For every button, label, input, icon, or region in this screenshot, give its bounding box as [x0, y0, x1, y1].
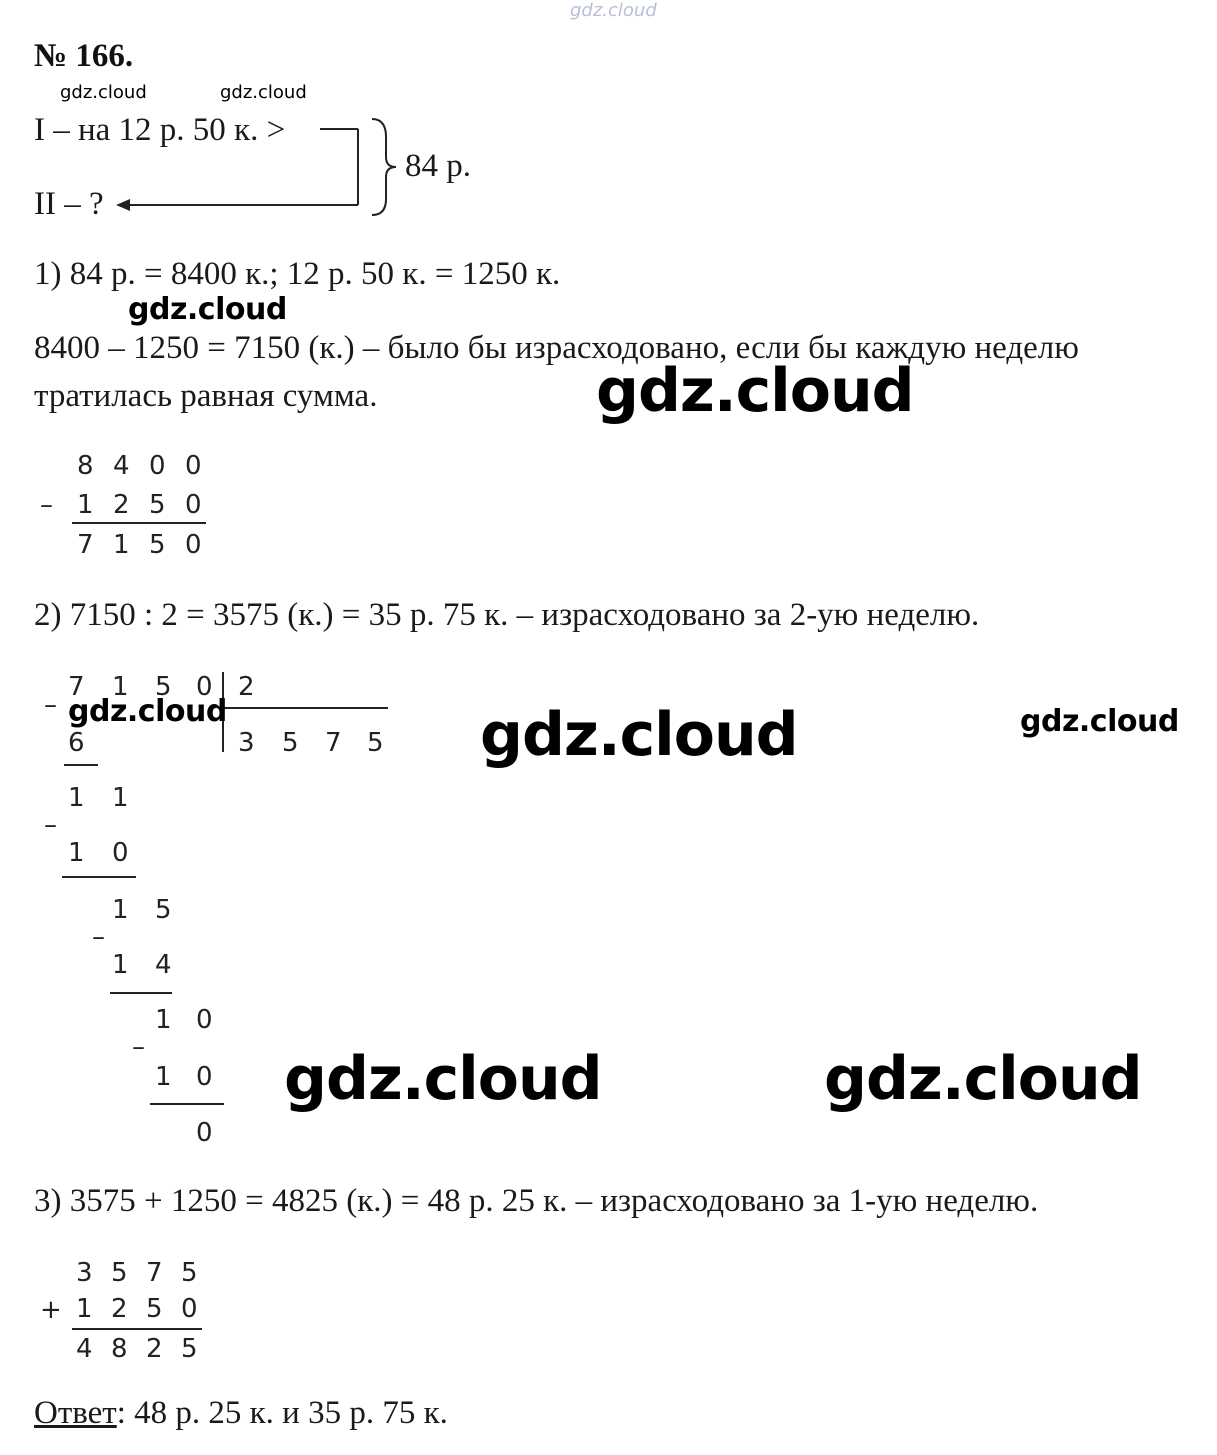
digit: 0	[112, 838, 129, 868]
watermark-small: gdz.cloud	[220, 82, 307, 103]
plus-sign: +	[40, 1295, 62, 1325]
step-line	[62, 876, 136, 878]
digit: 0	[185, 490, 202, 520]
quotient-digit: 5	[282, 728, 299, 758]
digit: 4	[113, 451, 130, 481]
result-line	[72, 1328, 202, 1330]
watermark-medium: gdz.cloud	[68, 694, 227, 729]
digit: 8	[77, 451, 94, 481]
minus-sign: –	[40, 490, 53, 520]
digit: 1	[68, 838, 85, 868]
digit: 7	[68, 672, 85, 702]
digit: 7	[146, 1258, 163, 1288]
digit: 6	[68, 728, 85, 758]
quotient-digit: 7	[325, 728, 342, 758]
scheme-total: 84 р.	[405, 148, 471, 184]
step-line	[110, 992, 172, 994]
arrow-head-icon	[116, 199, 130, 211]
digit: 7	[77, 530, 94, 560]
digit: 1	[76, 1294, 93, 1324]
digit: 2	[146, 1334, 163, 1364]
digit: 0	[196, 1118, 213, 1148]
scheme-row-1: I – на 12 р. 50 к. >	[34, 112, 286, 148]
answer-text: : 48 р. 25 к. и 35 р. 75 к.	[116, 1395, 448, 1431]
watermark-large: gdz.cloud	[284, 1044, 602, 1114]
digit: 8	[111, 1334, 128, 1364]
digit: 1	[112, 895, 129, 925]
scheme-row-2: II – ?	[34, 186, 104, 222]
digit: 5	[181, 1258, 198, 1288]
step-2-line: 2) 7150 : 2 = 3575 (к.) = 35 р. 75 к. – израсходовано за 2-ую неделю.	[34, 597, 980, 633]
watermark-top: gdz.cloud	[570, 0, 657, 21]
division-bar-horizontal	[222, 707, 388, 709]
digit: 5	[181, 1334, 198, 1364]
digit: 1	[112, 672, 129, 702]
watermark-large: gdz.cloud	[824, 1044, 1142, 1114]
curly-brace-icon	[372, 119, 396, 215]
digit: 1	[113, 530, 130, 560]
digit: 0	[196, 1005, 213, 1035]
digit: 3	[76, 1258, 93, 1288]
step-1-line-1: 1) 84 р. = 8400 к.; 12 р. 50 к. = 1250 к.	[34, 256, 561, 292]
digit: 0	[181, 1294, 198, 1324]
quotient-digit: 3	[238, 728, 255, 758]
digit: 5	[146, 1294, 163, 1324]
minus-sign: –	[44, 690, 57, 720]
digit: 0	[185, 530, 202, 560]
watermark-medium: gdz.cloud	[128, 292, 287, 327]
digit: 0	[196, 1062, 213, 1092]
digit: 1	[68, 783, 85, 813]
digit: 1	[77, 490, 94, 520]
digit: 0	[196, 672, 213, 702]
minus-sign: –	[44, 810, 57, 840]
watermark-large: gdz.cloud	[596, 356, 914, 426]
result-line	[72, 522, 206, 524]
answer-label: Ответ	[34, 1395, 117, 1431]
step-1-line-2: 8400 – 1250 = 7150 (к.) – было бы израсходовано, если бы каждую неделю	[34, 330, 1079, 366]
digit: 5	[111, 1258, 128, 1288]
quotient-digit: 5	[367, 728, 384, 758]
digit: 1	[112, 950, 129, 980]
digit: 4	[76, 1334, 93, 1364]
digit: 5	[155, 895, 172, 925]
step-line	[150, 1103, 224, 1105]
problem-number: № 166.	[34, 38, 134, 74]
minus-sign: –	[92, 922, 105, 952]
digit: 4	[155, 950, 172, 980]
digit: 1	[155, 1005, 172, 1035]
digit: 0	[149, 451, 166, 481]
digit: 0	[185, 451, 202, 481]
watermark-small: gdz.cloud	[60, 82, 147, 103]
scheme-arrows	[110, 115, 410, 225]
step-3-line: 3) 3575 + 1250 = 4825 (к.) = 48 р. 25 к. – израсходовано за 1-ую неделю.	[34, 1183, 1039, 1219]
digit: 5	[149, 530, 166, 560]
step-line	[64, 764, 98, 766]
watermark-large: gdz.cloud	[480, 700, 798, 770]
digit: 2	[113, 490, 130, 520]
digit: 5	[155, 672, 172, 702]
answer-line	[34, 1395, 448, 1432]
digit: 5	[149, 490, 166, 520]
digit: 2	[111, 1294, 128, 1324]
divisor: 2	[238, 672, 255, 702]
minus-sign: –	[132, 1032, 145, 1062]
watermark-medium: gdz.cloud	[1020, 704, 1179, 739]
step-1-line-3: тратилась равная сумма.	[34, 378, 378, 414]
digit: 1	[155, 1062, 172, 1092]
digit: 1	[112, 783, 129, 813]
